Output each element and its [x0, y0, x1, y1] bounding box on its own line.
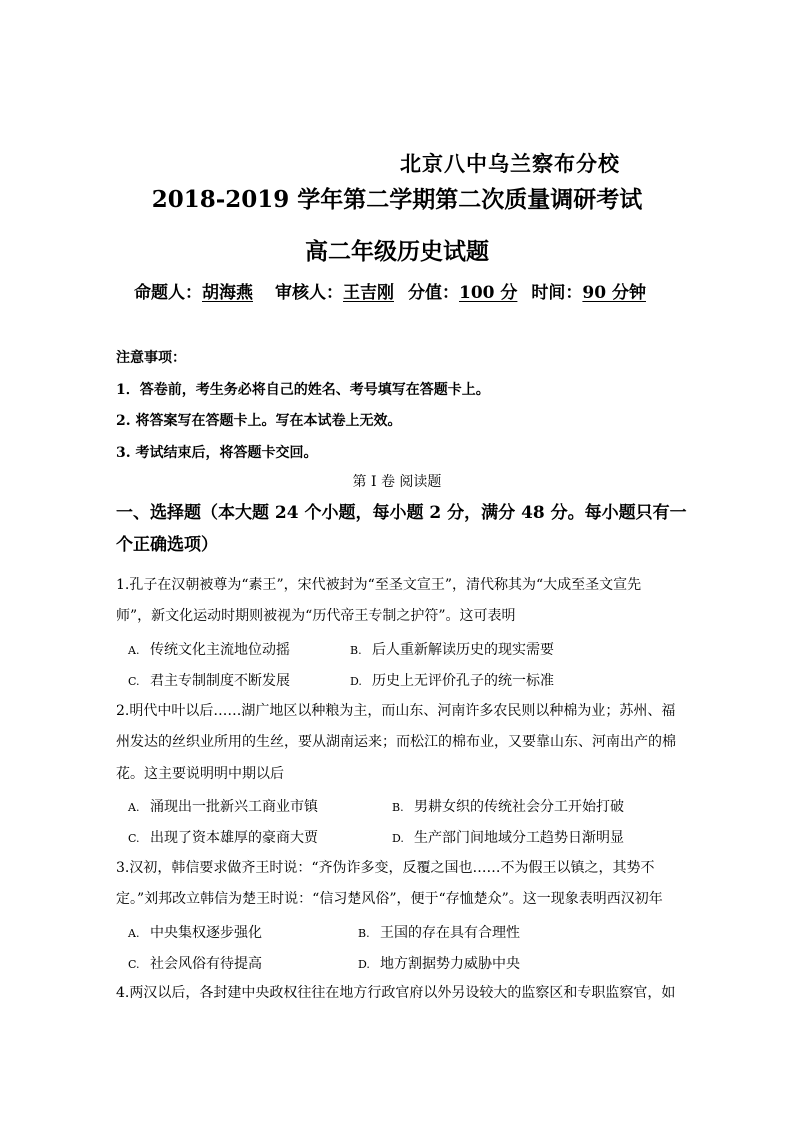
question-1-option-d: D. 历史上无评价孔子的统一标准 [350, 673, 554, 689]
question-3-line-2: 定。”刘邦改立韩信为楚王时说：“信习楚风俗”，便于“存恤楚众”。这一现象表明西汉初年 [116, 891, 663, 907]
time-value: 90 分钟 [582, 283, 646, 303]
reviewer-label: 审核人： [275, 283, 343, 303]
school-name: 北京八中乌兰察布分校 [400, 151, 620, 176]
exam-meta [134, 278, 646, 303]
question-2-line-2: 州发达的丝织业所用的生丝，要从湖南运来；而松江的棉布业，又要靠山东、河南出产的棉 [116, 734, 676, 750]
question-3-option-c: C. 社会风俗有待提高 [128, 956, 262, 972]
author-label: 命题人： [134, 283, 202, 303]
reviewer-name: 王吉刚 [343, 283, 394, 303]
note-item: 3. 考试结束后，将答题卡交回。 [116, 445, 318, 461]
question-3-option-b: B. 王国的存在具有合理性 [358, 925, 520, 941]
question-1-line-1: 1.孔子在汉朝被尊为“素王”，宋代被封为“至圣文宣王”，清代称其为“大成至圣文宣先 [116, 577, 642, 593]
question-1-option-a: A. 传统文化主流地位动摇 [128, 642, 290, 658]
part-title: 一、选择题（本大题 24 个小题，每小题 2 分，满分 48 分。每小题只有一个正确选项） [116, 503, 687, 555]
notes-heading: 注意事项： [116, 350, 186, 366]
note-item: 2. 将答案写在答题卡上。写在本试卷上无效。 [116, 413, 402, 429]
subject-title: 高二年级历史试题 [305, 238, 489, 265]
question-1-line-2: 师”，新文化运动时期则被视为“历代帝王专制之护符”。这可表明 [116, 608, 516, 624]
question-2-option-c: C. 出现了资本雄厚的豪商大贾 [128, 830, 318, 846]
question-3-line-1: 3.汉初，韩信要求做齐王时说：“齐伪诈多变，反覆之国也……不为假王以镇之，其势不 [116, 860, 655, 876]
question-3-option-a: A. 中央集权逐步强化 [128, 925, 262, 941]
score-label: 分值： [408, 283, 459, 303]
question-4-line-1: 4.两汉以后，各封建中央政权往往在地方行政官府以外另设较大的监察区和专职监察官，如 [116, 985, 676, 1001]
question-2-line-3: 花。这主要说明明中期以后 [116, 766, 284, 782]
question-2-option-d: D. 生产部门间地域分工趋势日渐明显 [392, 830, 624, 846]
question-2-line-1: 2.明代中叶以后……湖广地区以种粮为主，而山东、河南许多农民则以种棉为业；苏州、福 [116, 703, 676, 719]
question-1-option-b: B. 后人重新解读历史的现实需要 [350, 642, 554, 658]
question-1-option-c: C. 君主专制制度不断发展 [128, 673, 290, 689]
time-label: 时间： [531, 283, 583, 303]
score-value: 100 分 [459, 283, 518, 303]
exam-title: 2018-2019 学年第二学期第二次质量调研考试 [151, 186, 643, 213]
author-name: 胡海燕 [202, 283, 253, 303]
question-2-option-a: A. 涌现出一批新兴工商业市镇 [128, 799, 318, 815]
note-item: 1．答卷前，考生务必将自己的姓名、考号填写在答题卡上。 [116, 382, 490, 398]
question-3-option-d: D. 地方割据势力威胁中央 [358, 956, 520, 972]
question-2-option-b: B. 男耕女织的传统社会分工开始打破 [392, 799, 624, 815]
volume-title: 第 I 卷 阅读题 [352, 474, 442, 490]
